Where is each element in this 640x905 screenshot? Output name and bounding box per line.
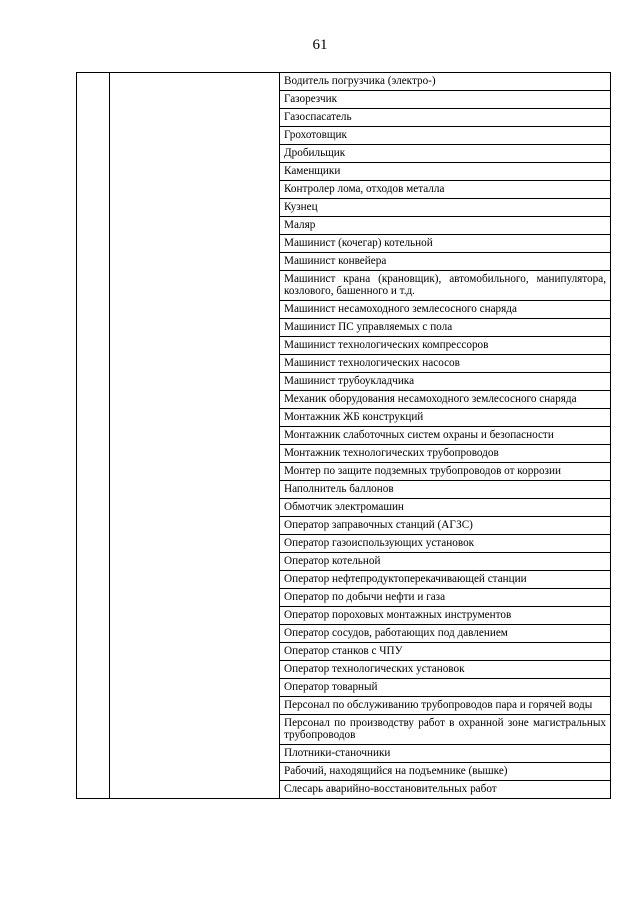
profession-cell: Кузнец — [280, 199, 611, 217]
profession-cell: Дробильщик — [280, 145, 611, 163]
profession-cell: Машинист трубоукладчика — [280, 373, 611, 391]
profession-cell: Водитель погрузчика (электро-) — [280, 73, 611, 91]
profession-cell: Монтажник слаботочных систем охраны и безопасности — [280, 427, 611, 445]
profession-cell: Слесарь аварийно-восстановительных работ — [280, 781, 611, 799]
profession-cell: Монтажник технологических трубопроводов — [280, 445, 611, 463]
profession-cell: Обмотчик электромашин — [280, 499, 611, 517]
profession-cell: Оператор станков с ЧПУ — [280, 643, 611, 661]
profession-cell: Оператор заправочных станций (АГЗС) — [280, 517, 611, 535]
professions-table-body — [77, 73, 611, 799]
profession-cell: Плотники-станочники — [280, 745, 611, 763]
empty-column-1 — [77, 73, 110, 799]
profession-cell: Машинист технологических насосов — [280, 355, 611, 373]
profession-cell: Оператор пороховых монтажных инструментов — [280, 607, 611, 625]
profession-cell: Грохотовщик — [280, 127, 611, 145]
profession-cell: Оператор товарный — [280, 679, 611, 697]
profession-cell: Контролер лома, отходов металла — [280, 181, 611, 199]
profession-cell: Монтажник ЖБ конструкций — [280, 409, 611, 427]
profession-cell: Машинист несамоходного землесосного снаряда — [280, 301, 611, 319]
professions-table — [76, 72, 611, 799]
profession-cell: Газорезчик — [280, 91, 611, 109]
profession-cell: Рабочий, находящийся на подъемнике (вышке) — [280, 763, 611, 781]
profession-cell: Оператор технологических установок — [280, 661, 611, 679]
profession-cell: Персонал по производству работ в охранной зоне магистральных трубопроводов — [280, 715, 611, 745]
profession-cell: Оператор нефтепродуктоперекачивающей станции — [280, 571, 611, 589]
profession-cell: Машинист (кочегар) котельной — [280, 235, 611, 253]
profession-cell: Персонал по обслуживанию трубопроводов пара и горячей воды — [280, 697, 611, 715]
profession-cell: Машинист ПС управляемых с пола — [280, 319, 611, 337]
profession-cell: Монтер по защите подземных трубопроводов от коррозии — [280, 463, 611, 481]
profession-cell: Оператор сосудов, работающих под давлением — [280, 625, 611, 643]
table-row — [77, 73, 611, 91]
empty-column-2 — [110, 73, 280, 799]
profession-cell: Газоспасатель — [280, 109, 611, 127]
profession-cell: Каменщики — [280, 163, 611, 181]
page-number: 61 — [312, 37, 328, 53]
profession-cell: Машинист технологических компрессоров — [280, 337, 611, 355]
profession-cell: Наполнитель баллонов — [280, 481, 611, 499]
profession-cell: Оператор по добычи нефти и газа — [280, 589, 611, 607]
profession-cell: Машинист крана (крановщик), автомобильного, манипулятора, козлового, башенного и т.д. — [280, 271, 611, 301]
profession-cell: Оператор котельной — [280, 553, 611, 571]
profession-cell: Маляр — [280, 217, 611, 235]
profession-cell: Оператор газоиспользующих установок — [280, 535, 611, 553]
profession-cell: Механик оборудования несамоходного землесосного снаряда — [280, 391, 611, 409]
profession-cell: Машинист конвейера — [280, 253, 611, 271]
